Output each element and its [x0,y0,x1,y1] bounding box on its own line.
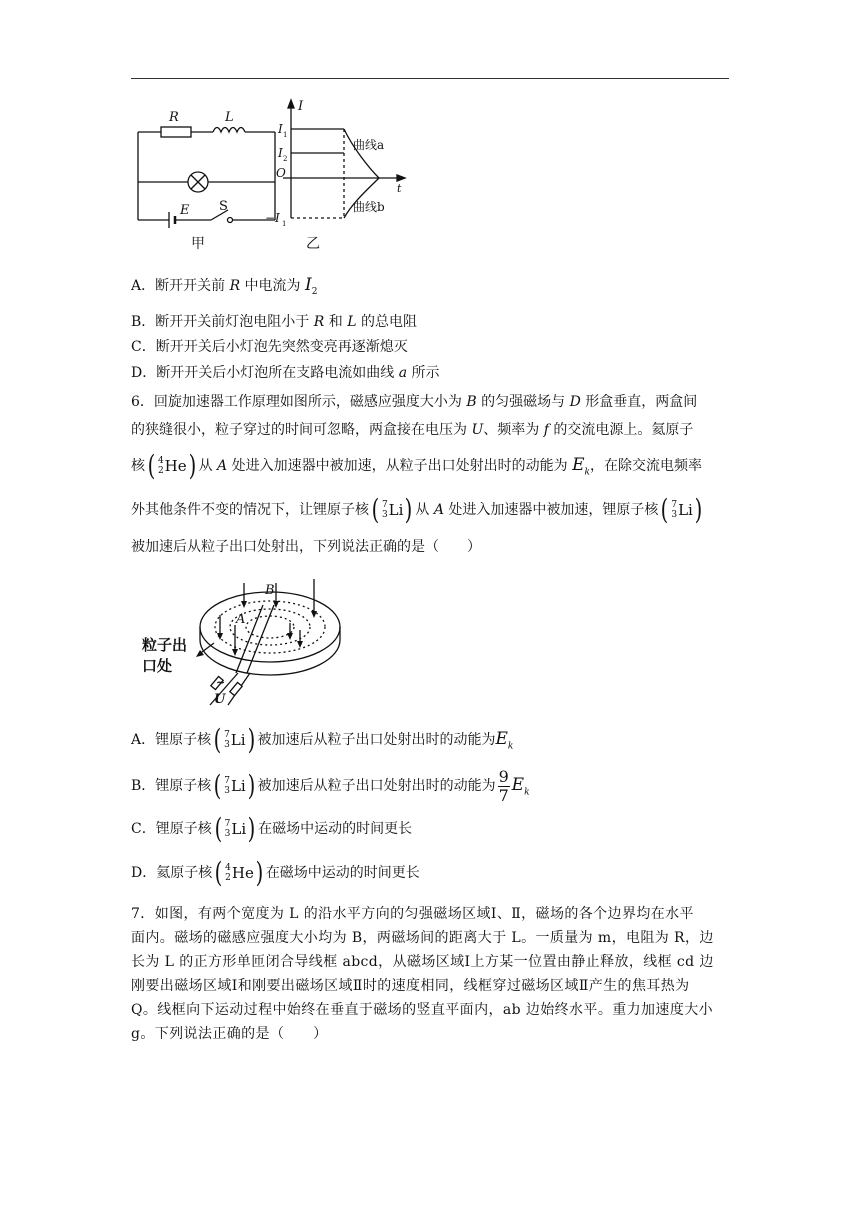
outlet-label-2: 口处 [142,657,173,675]
lithium-nuclide: ( 7 3 Li ) [371,493,413,526]
caption-yi: 乙 [306,236,320,252]
q7-line-6: g。下列说法正确的是（ ） [131,1026,328,1042]
tick-neg-I1: −I [265,211,280,225]
circuit-and-graph-figure [131,96,421,258]
label-S: S [219,199,228,214]
q7-line-4: 刚要出磁场区域Ⅰ和刚要出磁场区域Ⅱ时的速度相同，线框穿过磁场区域Ⅱ产生的焦耳热为 [131,978,690,994]
label-R: R [169,110,179,125]
tilde: ~ [216,676,226,689]
q6-line-5: 被加速后从粒子出口处射出，下列说法正确的是（ ） [131,539,481,555]
helium-nuclide: ( 4 2 He ) [147,449,196,482]
curve-b-label: 曲线b [353,200,385,214]
q7-line-2: 面内。磁场的磁感应强度大小均为 B，两磁场间的距离大于 L。一质量为 m，电阻为 R，边 [131,930,714,946]
label-U: U [214,692,226,707]
caption-jia: 甲 [191,236,205,252]
axis-t-label: t [397,182,402,195]
tick-I1-sub: 1 [283,131,288,139]
cyclotron-figure [140,575,370,710]
q7-stem [131,902,731,1046]
q6-option-d: D．氦原子核 ( 4 2 He ) 在磁场中运动的时间更长 [131,856,420,889]
tick-I2-sub: 2 [283,155,288,163]
q7-line-3: 长为 L 的正方形单匝闭合导线框 abcd，从磁场区域Ⅰ上方某一位置由静止释放，线框 cd 边 [131,954,714,970]
q6-line-4: 外其他条件不变的情况下，让锂原子核 ( 7 3 Li ) 从 A 处进入加速器中被加速，锂原子核 ( 7 3 Li ) [131,493,703,526]
q5-option-b: B．断开开关前灯泡电阻小于 R 和 L 的总电阻 [131,314,417,330]
q5-option-c: C．断开开关后小灯泡先突然变亮再逐渐熄灭 [131,339,408,355]
q7-line-5: Q。线框向下运动过程中始终在垂直于磁场的竖直平面内，ab 边始终水平。重力加速度大小 [131,1002,714,1018]
lithium-nuclide: ( 7 3 Li ) [661,493,703,526]
header-rule [131,78,729,79]
q6-option-c: C．锂原子核 ( 7 3 Li ) 在磁场中运动的时间更长 [131,812,413,845]
q6-option-b: B．锂原子核 ( 7 3 Li ) 被加速后从粒子出口处射出时的动能为 $\frac{9}{7}$ $E_k$ [131,766,530,805]
label-A: A [236,612,246,627]
q6-line-1: 6．回旋加速器工作原理如图所示，磁感应强度大小为 B 的匀强磁场与 D 形盒垂直，两盒间 [131,394,698,410]
axis-I-label: I [298,99,304,114]
label-E: E [180,203,190,218]
q5-option-a: A．断开开关前 R 中电流为 $I_2$ [131,275,318,297]
curve-a-label: 曲线a [353,138,385,152]
q6-option-a: A．锂原子核 ( 7 3 Li ) 被加速后从粒子出口处射出时的动能为$E_k$ [131,723,514,756]
q7-line-1: 7．如图，有两个宽度为 L 的沿水平方向的匀强磁场区域Ⅰ、Ⅱ，磁场的各个边界均在水平 [131,906,694,922]
tick-I1: I [278,122,283,136]
q6-line-3: 核 ( 4 2 He ) 从 A 处进入加速器中被加速，从粒子出口处射出时的动能为 $E_k$，在除交流电频率 [131,449,702,482]
q6-line-2: 的狭缝很小，粒子穿过的时间可忽略，两盒接在电压为 U、频率为 f 的交流电源上。氦原子 [131,422,694,438]
fraction-9-7: $\frac{9}{7}$ [498,766,509,805]
outlet-label-1: 粒子出 [142,636,188,654]
q5-option-d: D．断开开关后小灯泡所在支路电流如曲线 a 所示 [131,365,440,381]
label-L: L [225,110,234,125]
tick-origin: O [276,166,286,180]
tick-neg-I1-sub: 1 [282,220,287,228]
label-B: B [265,583,275,598]
tick-I2: I [278,146,283,160]
